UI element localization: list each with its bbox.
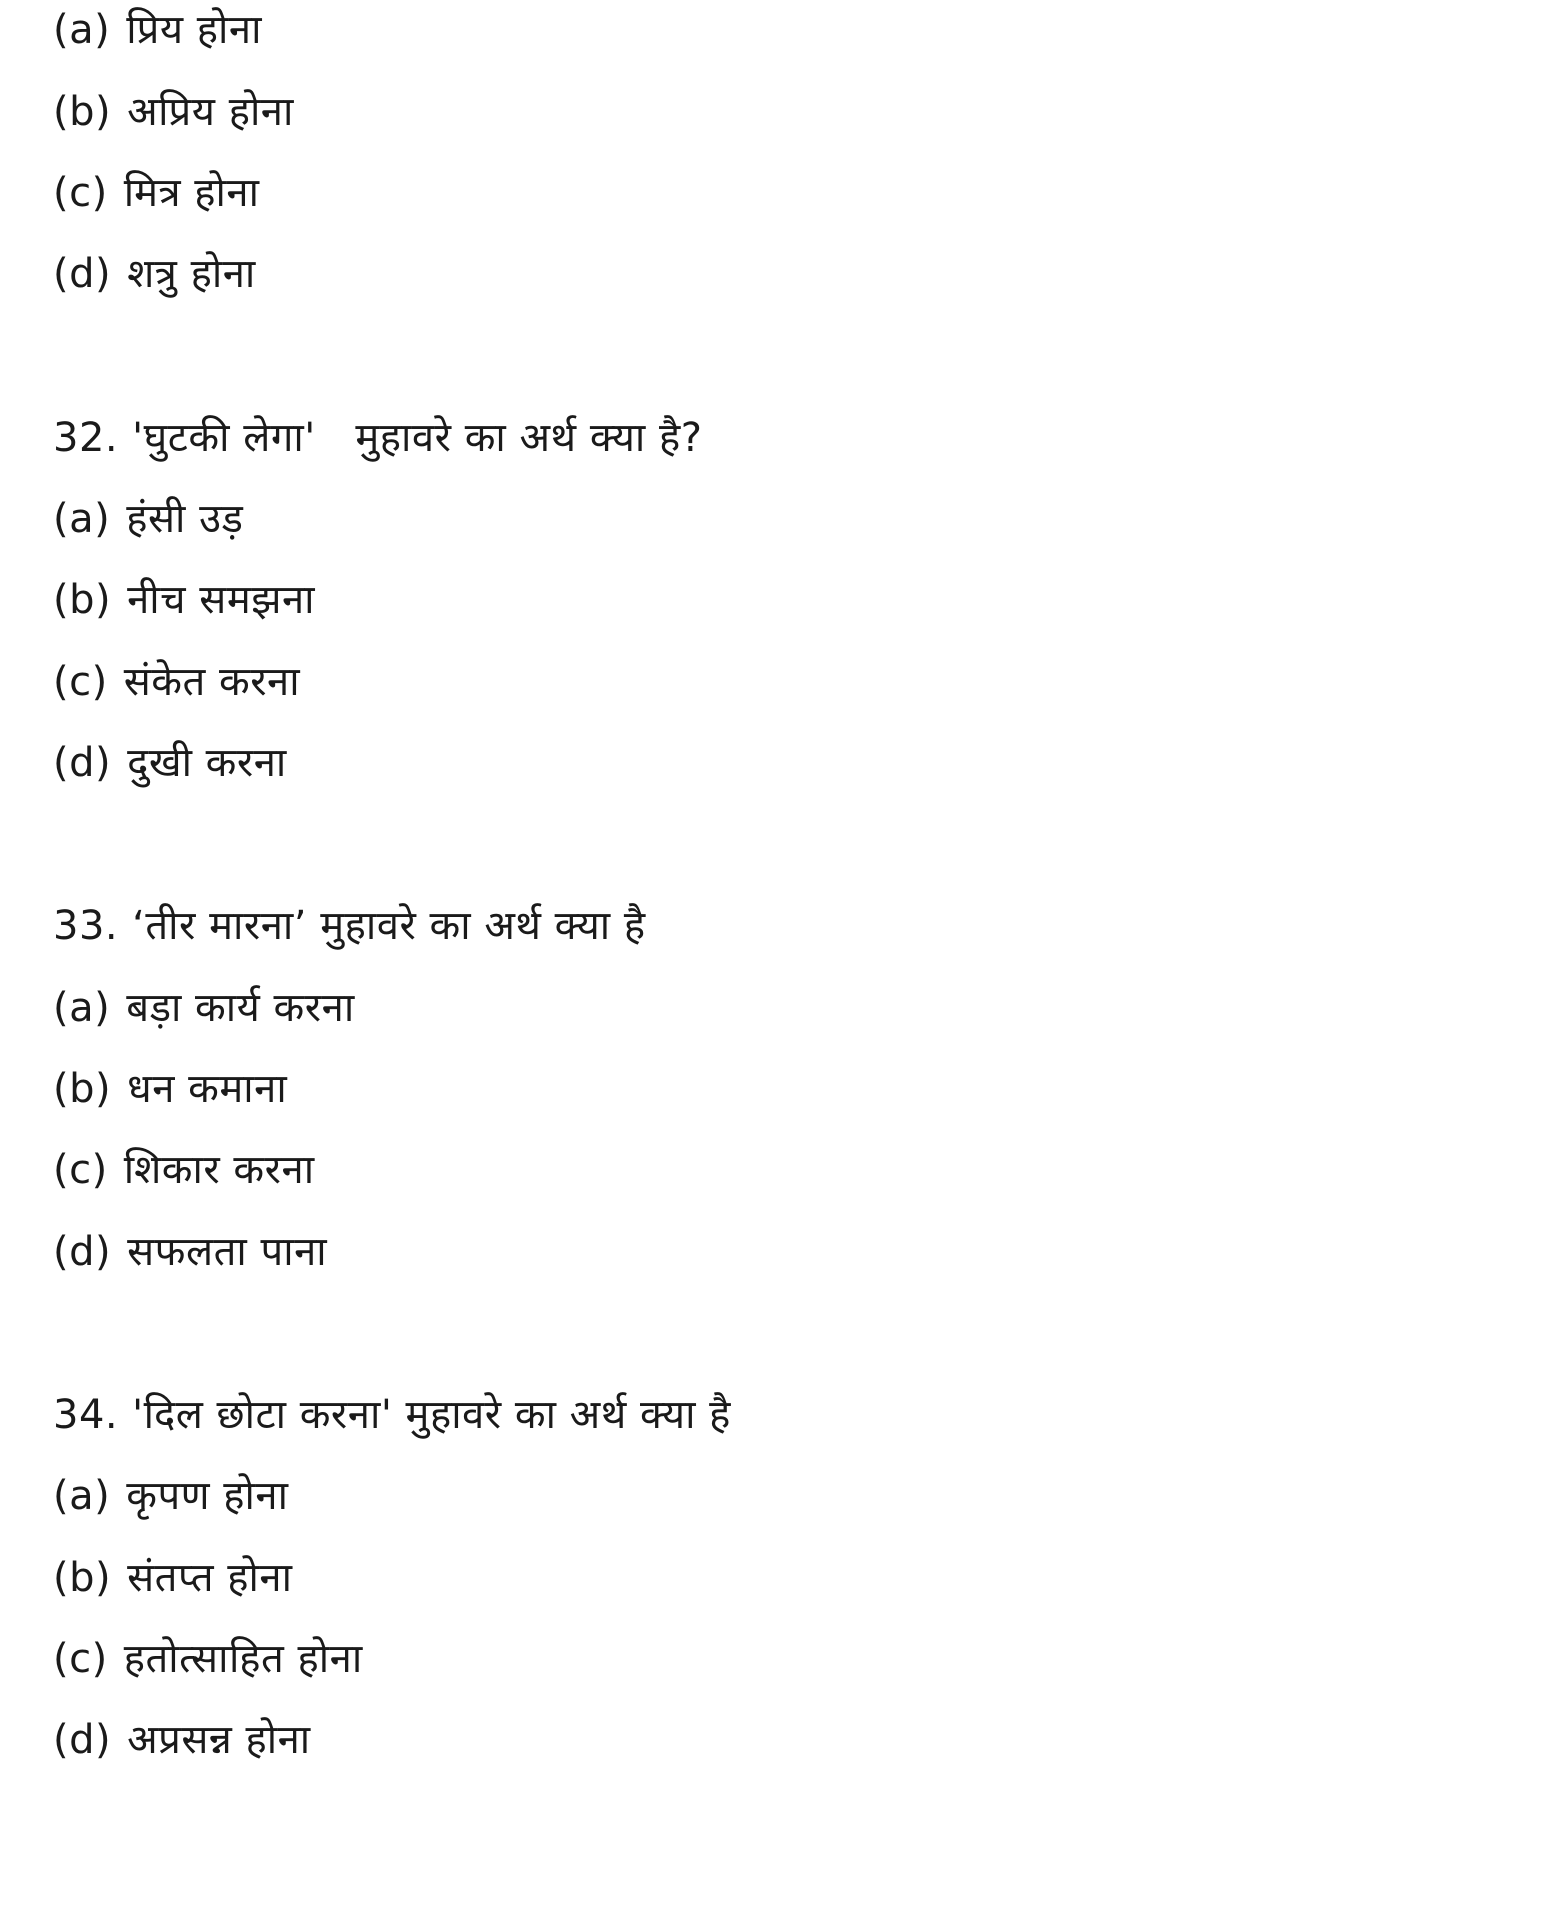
option-marker: (b)	[53, 1555, 112, 1601]
option-marker: (c)	[53, 1636, 108, 1682]
question-number: 32.	[53, 415, 119, 461]
question-text: ‘तीर मारना’ मुहावरे का अर्थ क्या है	[132, 903, 646, 949]
option-text: कृपण होना	[126, 1473, 289, 1519]
question-text: 'दिल छोटा करना' मुहावरे का अर्थ क्या है	[132, 1392, 731, 1438]
option-text: अप्रसन्न होना	[127, 1717, 311, 1763]
option-text: अप्रिय होना	[127, 89, 294, 135]
option-text: संकेत करना	[123, 659, 301, 705]
option-line	[53, 572, 315, 628]
option-marker: (d)	[53, 1717, 112, 1763]
option-line	[53, 1712, 311, 1768]
option-text: शिकार करना	[123, 1147, 315, 1193]
option-marker: (b)	[53, 89, 112, 135]
option-line	[53, 491, 243, 547]
option-text: सफलता पाना	[127, 1229, 328, 1275]
option-text: धन कमाना	[127, 1066, 288, 1112]
question-line	[53, 410, 702, 466]
option-line	[53, 1631, 363, 1687]
question-text: 'घुटकी लेगा' मुहावरे का अर्थ क्या है?	[132, 415, 703, 461]
option-marker: (a)	[53, 985, 111, 1031]
option-line	[53, 246, 256, 302]
option-line	[53, 165, 259, 221]
option-line	[53, 84, 294, 140]
option-line	[53, 654, 300, 710]
question-line	[53, 1387, 731, 1443]
option-marker: (a)	[53, 7, 111, 53]
option-marker: (d)	[53, 740, 112, 786]
option-text: नीच समझना	[127, 577, 316, 623]
option-marker: (d)	[53, 1229, 112, 1275]
option-text: मित्र होना	[123, 170, 260, 216]
question-line	[53, 898, 646, 954]
option-marker: (a)	[53, 496, 111, 542]
option-text: प्रिय होना	[126, 7, 262, 53]
option-text: हंसी उड़	[126, 496, 244, 542]
option-marker: (b)	[53, 577, 112, 623]
option-text: संतप्त होना	[127, 1555, 293, 1601]
option-line	[53, 1550, 292, 1606]
option-text: हतोत्साहित होना	[123, 1636, 363, 1682]
option-line	[53, 735, 287, 791]
option-line	[53, 1061, 287, 1117]
option-text: दुखी करना	[127, 740, 287, 786]
option-line	[53, 980, 355, 1036]
option-line	[53, 1224, 327, 1280]
option-line	[53, 2, 262, 58]
option-marker: (c)	[53, 1147, 108, 1193]
question-number: 34.	[53, 1392, 119, 1438]
option-marker: (c)	[53, 659, 108, 705]
option-marker: (a)	[53, 1473, 111, 1519]
option-marker: (b)	[53, 1066, 112, 1112]
option-marker: (d)	[53, 251, 112, 297]
question-number: 33.	[53, 903, 119, 949]
option-text: शत्रु होना	[127, 251, 256, 297]
option-line	[53, 1142, 315, 1198]
option-text: बड़ा कार्य करना	[126, 985, 355, 1031]
option-marker: (c)	[53, 170, 108, 216]
option-line	[53, 1468, 288, 1524]
